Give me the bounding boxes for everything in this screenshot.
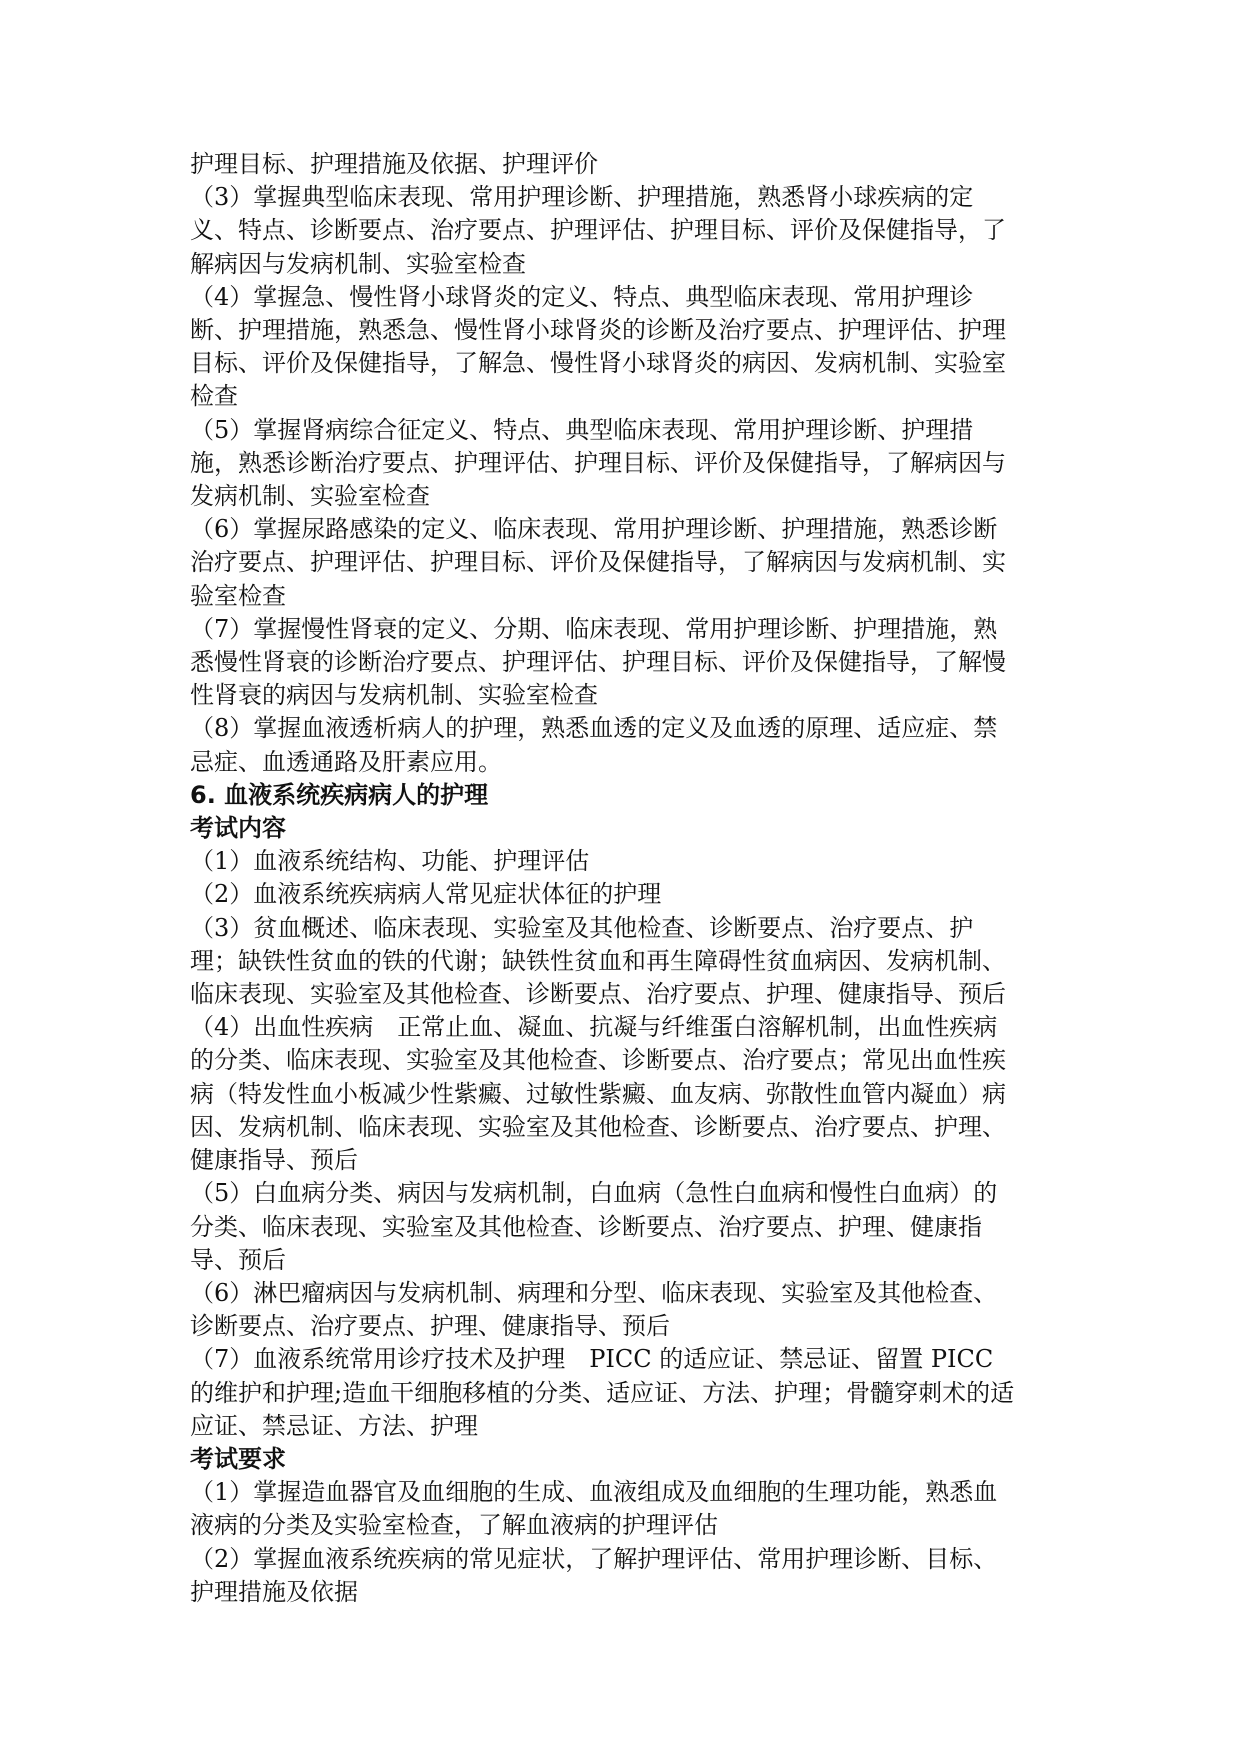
paragraph-blood-structure: （1）血液系统结构、功能、护理评估	[190, 847, 590, 876]
paragraph-urinary-tract-infection: （6）掌握尿路感染的定义、临床表现、常用护理诊断、护理措施，熟悉诊断治疗要点、护理评估、护理目标、评价及保健指导，了解病因与发病机制、实验室检查	[190, 515, 1006, 610]
document-page	[190, 148, 1020, 1609]
paragraph-common-symptoms: （2）血液系统疾病病人常见症状体征的护理	[190, 880, 662, 909]
subheading-exam-requirements: 考试要求	[190, 1444, 286, 1473]
paragraph-glomerular-disease: （3）掌握典型临床表现、常用护理诊断、护理措施，熟悉肾小球疾病的定义、特点、诊断要点、治疗要点、护理评估、护理目标、评价及保健指导，了解病因与发病机制、实验室检查	[190, 183, 1006, 278]
paragraph-nephrotic-syndrome: （5）掌握肾病综合征定义、特点、典型临床表现、常用护理诊断、护理措施，熟悉诊断治疗要点、护理评估、护理目标、评价及保健指导，了解病因与发病机制、实验室检查	[190, 415, 1006, 511]
paragraph-hemodialysis: （8）掌握血液透析病人的护理，熟悉血透的定义及血透的原理、适应症、禁忌症、血透通路及肝素应用。	[190, 714, 998, 776]
paragraph-hemorrhagic-disease: （4）出血性疾病 正常止血、凝血、抗凝与纤维蛋白溶解机制，出血性疾病的分类、临床表现、实验室及其他检查、诊断要点、治疗要点；常见出血性疾病（特发性血小板减少性紫癜、过敏性紫癜、血友病、弥散性血管内凝血）病因、发病机制、临床表现、实验室及其他检查、诊断要点、治疗要点、护理、健康指导、预后	[190, 1013, 1006, 1175]
paragraph-nursing-goals-continued: 护理目标、护理措施及依据、护理评价	[190, 150, 598, 178]
paragraph-blood-system-symptoms: （2）掌握血液系统疾病的常见症状，了解护理评估、常用护理诊断、目标、护理措施及依据	[190, 1544, 998, 1606]
section-heading-blood-system: 6. 血液系统疾病病人的护理	[190, 780, 489, 809]
paragraph-chronic-renal-failure: （7）掌握慢性肾衰的定义、分期、临床表现、常用护理诊断、护理措施，熟悉慢性肾衰的诊断治疗要点、护理评估、护理目标、评价及保健指导，了解慢性肾衰的病因与发病机制、实验室检查	[190, 614, 1006, 710]
paragraph-leukemia: （5）白血病分类、病因与发病机制，白血病（急性白血病和慢性白血病）的分类、临床表现、实验室及其他检查、诊断要点、治疗要点、护理、健康指导、预后	[190, 1179, 998, 1274]
paragraph-glomerulonephritis: （4）掌握急、慢性肾小球肾炎的定义、特点、典型临床表现、常用护理诊断、护理措施，熟悉急、慢性肾小球肾炎的诊断及治疗要点、护理评估、护理目标、评价及保健指导，了解急、慢性肾小球肾炎的病因、发病机制、实验室检查	[190, 282, 1006, 411]
paragraph-diagnostic-techniques: （7）血液系统常用诊疗技术及护理 PICC 的适应证、禁忌证、留置 PICC 的维护和护理;造血干细胞移植的分类、适应证、方法、护理；骨髓穿刺术的适应证、禁忌证、方法、护理	[190, 1345, 1015, 1440]
paragraph-anemia: （3）贫血概述、临床表现、实验室及其他检查、诊断要点、治疗要点、护理；缺铁性贫血的铁的代谢；缺铁性贫血和再生障碍性贫血病因、发病机制、临床表现、实验室及其他检查、诊断要点、治疗要点、护理、健康指导、预后	[190, 913, 1006, 1009]
subheading-exam-content: 考试内容	[190, 814, 286, 843]
paragraph-lymphoma: （6）淋巴瘤病因与发病机制、病理和分型、临床表现、实验室及其他检查、诊断要点、治疗要点、护理、健康指导、预后	[190, 1278, 998, 1341]
paragraph-hematopoietic-organs: （1）掌握造血器官及血细胞的生成、血液组成及血细胞的生理功能，熟悉血液病的分类及实验室检查，了解血液病的护理评估	[190, 1478, 998, 1540]
